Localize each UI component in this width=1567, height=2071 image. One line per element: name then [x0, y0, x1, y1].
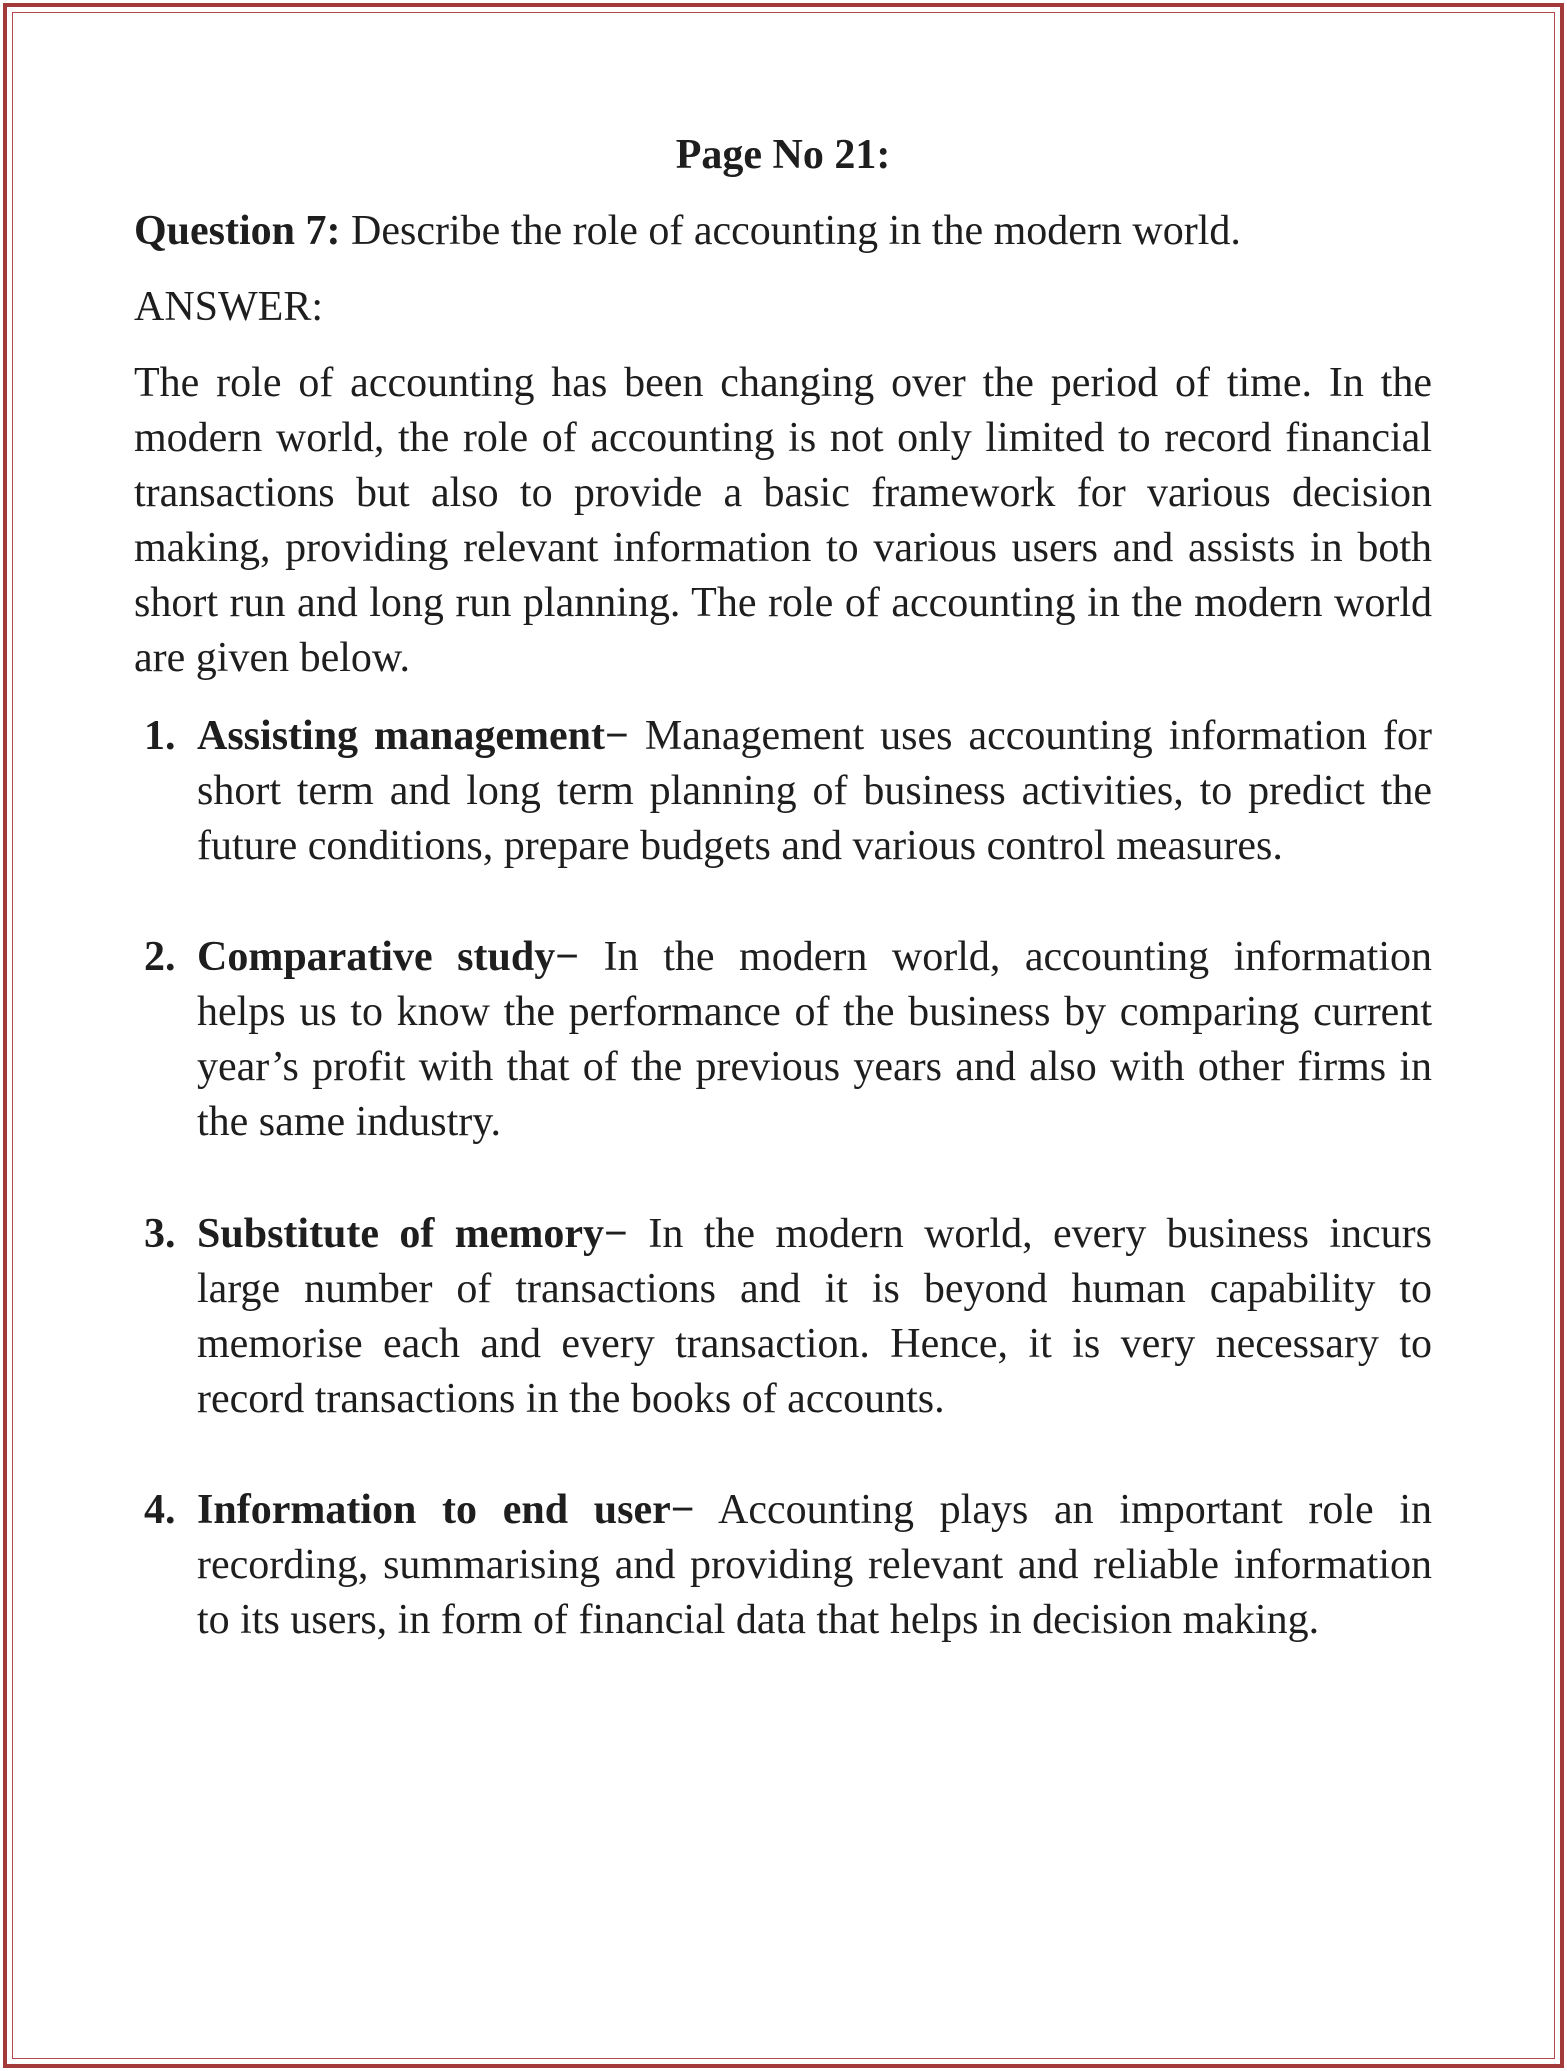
answer-intro: The role of accounting has been changing over the period of time. In the modern world, the role of accounting is not only limited to record financial transactions but also to provide a basic framework for various decision making, providing relevant information to various users and assists in both short run and long run planning. The role of accounting in the modern world are given below. — [134, 360, 1432, 681]
list-item-title: Comparative study− — [197, 934, 580, 980]
list-item-number: 2. — [144, 934, 176, 980]
document-body — [134, 128, 1432, 1648]
question-label: Question 7: — [134, 208, 341, 254]
list-item-number: 3. — [144, 1211, 176, 1257]
list-item — [134, 1483, 1432, 1648]
list-item — [134, 930, 1432, 1150]
list-item — [134, 1207, 1432, 1427]
list-item-text: Management uses accounting information for short term and long term planning of business activities, to predict the future conditions, prepare budgets and various control measures. — [197, 713, 1432, 869]
page-title: Page No 21: — [675, 132, 891, 178]
list-item-text: Accounting plays an important role in recording, summarising and providing relevant and reliable information to its users, in form of financial data that helps in decision making. — [197, 1487, 1432, 1643]
list-item-title: Substitute of memory− — [197, 1211, 628, 1257]
answer-label: ANSWER: — [134, 284, 323, 330]
list-item — [134, 709, 1432, 874]
list-item-title: Information to end user− — [197, 1487, 695, 1533]
question — [134, 204, 1432, 259]
list-item-number: 4. — [144, 1487, 176, 1533]
question-text: Describe the role of accounting in the modern world. — [340, 208, 1241, 254]
list-item-number: 1. — [144, 713, 176, 759]
list-item-text: In the modern world, accounting information helps us to know the performance of the business by comparing current year’s profit with that of the previous years and also with other firms in the same industry. — [197, 934, 1432, 1145]
list-item-text: In the modern world, every business incurs large number of transactions and it is beyond human capability to memorise each and every transaction. Hence, it is very necessary to record transactions in the books of accounts. — [197, 1211, 1432, 1422]
list-item-title: Assisting management− — [197, 713, 629, 759]
